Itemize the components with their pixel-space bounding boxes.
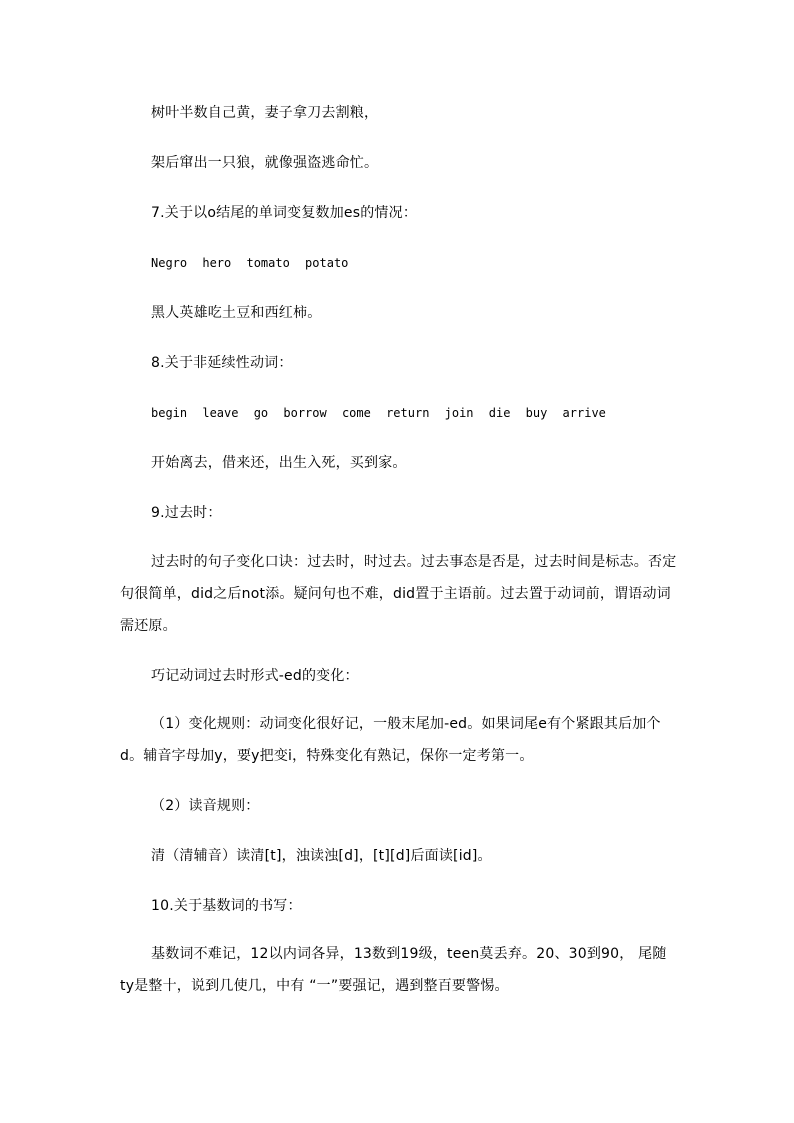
poem-line-1: 树叶半数自己黄，妻子拿刀去割粮， (151, 105, 379, 121)
pronunciation-rules-heading: （2）读音规则： (151, 798, 260, 814)
heading-9: 9.过去时： (151, 505, 222, 521)
mnemonic-non-durative: 开始离去，借来还，出生入死，买到家。 (151, 455, 407, 471)
pronunciation-rules-text: 清（清辅音）读清[t]，浊读浊[d]，[t][d]后面读[id]。 (151, 848, 492, 864)
heading-8: 8.关于非延续性动词： (151, 355, 293, 371)
heading-7: 7.关于以o结尾的单词变复数加es的情况： (151, 205, 418, 221)
ed-form-heading: 巧记动词过去时形式-ed的变化： (151, 668, 359, 684)
past-tense-rhyme-paragraph: 过去时的句子变化口诀：过去时，时过去。过去事态是否是，过去时间是标志。否定句很简单，did之后not添。疑问句也不难，did置于主语前。过去置于动词前，谓语动词需还原。 (120, 554, 677, 634)
change-rules-paragraph: （1）变化规则：动词变化很好记，一般末尾加-ed。如果词尾e有个紧跟其后加个d。辅音字母加y，要y把变i，特殊变化有熟记，保你一定考第一。 (120, 716, 661, 764)
mnemonic-o-ending: 黑人英雄吃土豆和西红柿。 (151, 305, 322, 321)
cardinal-numbers-paragraph: 基数词不难记，12以内词各异，13数到19级，teen莫丢弃。20、30到90， 尾随ty是整十，说到几使几，中有 “一”要强记，遇到整百要警惕。 (120, 946, 667, 994)
heading-10: 10.关于基数词的书写： (151, 898, 302, 914)
word-list-non-durative: begin leave go borrow come return join die buy arrive (151, 406, 606, 420)
word-list-o-ending: Negro hero tomato potato (151, 256, 349, 270)
poem-line-2: 架后窜出一只狼，就像强盗逃命忙。 (151, 155, 379, 171)
